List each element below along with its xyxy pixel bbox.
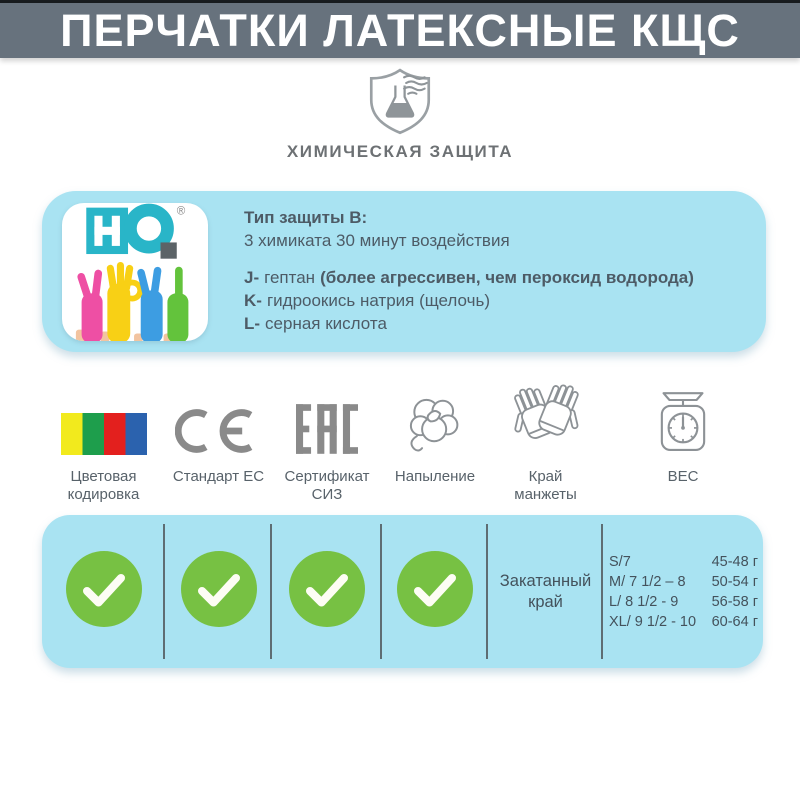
size-row bbox=[609, 572, 758, 592]
feature-label: Сертификат СИЗ bbox=[284, 468, 370, 503]
weight-value: 60-64 г bbox=[711, 613, 758, 630]
size-row bbox=[609, 612, 758, 632]
spec-cell-ce bbox=[165, 515, 272, 668]
ce-mark-icon bbox=[175, 407, 263, 460]
gloves-pair-icon bbox=[504, 383, 588, 460]
type-subtitle: 3 химиката 30 минут воздействия bbox=[244, 231, 510, 250]
brand-logo-card bbox=[62, 203, 208, 341]
cuff-edge-text: Закатанный край bbox=[499, 571, 592, 611]
feature-label: ВЕС bbox=[667, 468, 699, 485]
size-weight-table bbox=[603, 552, 763, 632]
chemical-line-l: L- серная кислота bbox=[244, 314, 387, 333]
registered-mark: ® bbox=[176, 204, 186, 218]
size-value: S/7 bbox=[609, 553, 631, 570]
spec-table-panel bbox=[42, 515, 763, 668]
page-title: ПЕРЧАТКИ ЛАТЕКСНЫЕ КЩС bbox=[60, 4, 740, 56]
spec-cell-sizes bbox=[603, 515, 763, 668]
green-check-icon bbox=[66, 551, 142, 632]
feature-eac-certificate bbox=[272, 386, 382, 504]
chemical-line-k: K- гидроокись натрия (щелочь) bbox=[244, 291, 490, 310]
feature-ce-standard bbox=[165, 386, 272, 504]
features-row bbox=[42, 386, 763, 504]
type-title: Тип защиты B: bbox=[244, 208, 368, 227]
shield-chemical-icon bbox=[361, 66, 439, 145]
eac-mark-icon bbox=[296, 403, 358, 460]
size-value: M/ 7 1/2 – 8 bbox=[609, 573, 686, 590]
blue-glove bbox=[136, 266, 162, 341]
yellow-glove bbox=[106, 262, 140, 341]
protection-info-panel bbox=[42, 191, 766, 352]
feature-label: Цветовая кодировка bbox=[67, 468, 140, 503]
feature-flocking bbox=[382, 386, 488, 504]
green-check-icon bbox=[397, 551, 473, 632]
green-check-icon bbox=[181, 551, 257, 632]
size-row bbox=[609, 592, 758, 612]
weight-value: 50-54 г bbox=[711, 573, 758, 590]
kitchen-scale-icon bbox=[649, 389, 717, 460]
size-row bbox=[609, 552, 758, 572]
feature-cuff-edge bbox=[488, 386, 603, 504]
weight-value: 45-48 г bbox=[711, 553, 758, 570]
spec-cell-eac bbox=[272, 515, 382, 668]
feature-label: Край манжеты bbox=[514, 468, 577, 503]
spec-cell-cuff bbox=[488, 515, 603, 668]
chemical-line-j: J- гептан (более агрессивен, чем пероксид водорода) bbox=[244, 268, 694, 287]
feature-label: Стандарт ЕС bbox=[172, 468, 265, 485]
chemical-protection-block bbox=[0, 66, 800, 145]
size-value: XL/ 9 1/2 - 10 bbox=[609, 613, 697, 630]
gloves-photo-icon bbox=[72, 261, 198, 341]
feature-weight bbox=[603, 386, 763, 504]
green-glove bbox=[167, 267, 188, 341]
weight-value: 56-58 г bbox=[711, 593, 758, 610]
green-check-icon bbox=[289, 551, 365, 632]
feature-label: Напыление bbox=[394, 468, 476, 485]
size-value: L/ 8 1/2 - 9 bbox=[609, 593, 679, 610]
header-banner bbox=[0, 3, 800, 58]
hq-logo-icon bbox=[73, 203, 197, 261]
spec-cell-color-coding bbox=[42, 515, 165, 668]
cotton-flock-icon bbox=[404, 393, 466, 460]
protection-type-text bbox=[244, 206, 756, 335]
feature-color-coding bbox=[42, 386, 165, 504]
chemical-protection-label: ХИМИЧЕСКАЯ ЗАЩИТА bbox=[286, 142, 514, 161]
spec-cell-flocking bbox=[382, 515, 488, 668]
color-coding-swatches-icon bbox=[61, 413, 147, 460]
